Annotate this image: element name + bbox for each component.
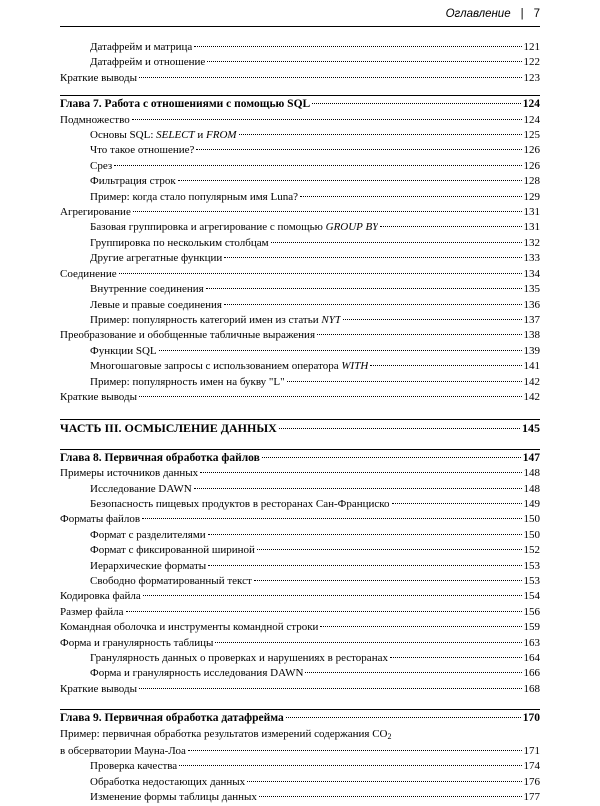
toc-entry[interactable]: Датафрейм и отношение 122 [90,56,540,69]
toc-entry[interactable]: Формат с фиксированной шириной 152 [90,544,540,557]
toc-chapter-7[interactable]: Глава 7. Работа с отношениями с помощью SQL 124 [60,98,540,111]
table-of-contents [60,40,540,806]
chapter-divider [60,449,540,450]
toc-entry[interactable]: Внутренние соединения 135 [90,283,540,296]
toc-part-3[interactable]: ЧАСТЬ III. ОСМЫСЛЕНИЕ ДАННЫХ 145 [60,421,540,436]
toc-entry[interactable]: Соединение 134 [60,267,540,280]
header-separator: | [520,8,524,20]
toc-entry[interactable]: Группировка по нескольким столбцам 132 [90,236,540,249]
header-section-title: Оглавление [445,8,511,20]
toc-entry[interactable]: Срез 126 [90,159,540,172]
toc-entry[interactable]: Пример: когда стало популярным имя Luna? 129 [90,190,540,203]
toc-entry[interactable]: Многошаговые запросы с использованием оператора WITH 141 [90,360,540,373]
toc-entry[interactable]: Гранулярность данных о проверках и нарушениях в ресторанах 164 [90,652,540,665]
running-header [60,8,540,27]
toc-entry[interactable]: Форматы файлов 150 [60,513,540,526]
header-page-number: 7 [533,8,540,20]
toc-entry[interactable]: Другие агрегатные функции 133 [90,252,540,265]
toc-entry[interactable]: Что такое отношение? 126 [90,144,540,157]
part-divider [60,419,540,420]
toc-entry[interactable]: Подмножество 124 [60,113,540,126]
toc-entry[interactable]: Примеры источников данных 148 [60,467,540,480]
toc-entry[interactable]: Формат с разделителями 150 [90,528,540,541]
toc-entry[interactable]: Агрегирование 131 [60,206,540,219]
toc-entry[interactable]: Функции SQL 139 [90,344,540,357]
toc-entry[interactable]: Проверка качества 174 [90,760,540,773]
toc-entry[interactable]: Изменение формы таблицы данных 177 [90,791,540,804]
toc-entry[interactable]: Кодировка файла 154 [60,590,540,603]
chapter-divider [60,709,540,710]
toc-entry[interactable]: Безопасность пищевых продуктов в ресторанах Сан-Франциско 149 [90,497,540,510]
toc-entry[interactable]: Исследование DAWN 148 [90,482,540,495]
toc-chapter-8[interactable]: Глава 8. Первичная обработка файлов 147 [60,451,540,464]
toc-entry[interactable]: Краткие выводы 142 [60,390,540,403]
toc-entry[interactable]: Иерархические форматы 153 [90,559,540,572]
toc-entry[interactable]: Краткие выводы 123 [60,71,540,84]
chapter-divider [60,95,540,96]
toc-entry[interactable]: Датафрейм и матрица 121 [90,41,540,53]
toc-entry[interactable]: Фильтрация строк 128 [90,175,540,188]
toc-chapter-9[interactable]: Глава 9. Первичная обработка датафрейма 170 [60,712,540,725]
toc-entry[interactable]: Обработка недостающих данных 176 [90,775,540,788]
toc-entry[interactable]: Пример: популярность категорий имен из статьи NYT 137 [90,313,540,326]
toc-entry[interactable]: Пример: популярность имен на букву "L" 142 [90,375,540,388]
toc-entry[interactable]: Преобразование и обобщенные табличные выражения 138 [60,329,540,342]
toc-entry[interactable]: Свободно форматированный текст 153 [90,575,540,587]
toc-entry[interactable]: Форма и гранулярность исследования DAWN 166 [90,667,540,680]
toc-entry-wrapped[interactable]: Пример: первичная обработка результатов измерений содержания $CO_2$ в обсерватории Мауна-Лоа 171 [60,727,540,758]
toc-entry[interactable]: Размер файла 156 [60,605,540,618]
toc-entry[interactable]: Командная оболочка и инструменты командной строки 159 [60,621,540,634]
toc-entry[interactable]: Левые и правые соединения 136 [90,298,540,311]
toc-entry[interactable]: Форма и гранулярность таблицы 163 [60,636,540,649]
toc-entry[interactable]: Основы SQL: SELECT и FROM 125 [90,129,540,142]
toc-entry[interactable]: Краткие выводы 168 [60,682,540,695]
toc-entry[interactable]: Базовая группировка и агрегирование с помощью GROUP BY 131 [90,221,540,234]
